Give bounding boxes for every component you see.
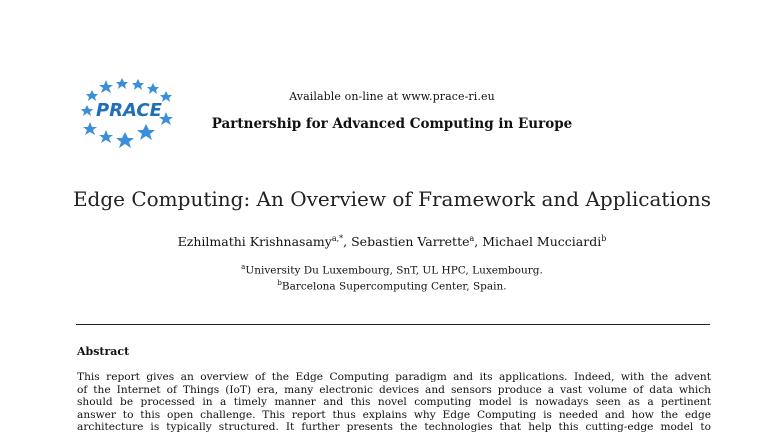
prace-logo	[78, 76, 188, 148]
author-name: Ezhilmathi Krishnasamy	[177, 234, 332, 250]
author-name: Sebastien Varrette	[351, 234, 470, 250]
abstract-heading: Abstract	[77, 345, 130, 358]
author-separator: ,	[474, 234, 483, 250]
affiliation-mark: b	[277, 279, 282, 287]
paper-title: Edge Computing: An Overview of Framework and Applications	[72, 187, 712, 211]
abstract-line: answer to this open challenge. This report thus explains why Edge Computing is needed and how the edge	[77, 408, 711, 421]
organization-name: Partnership for Advanced Computing in Europe	[211, 116, 573, 132]
author-separator: ,	[343, 234, 352, 250]
affiliation-text: University Du Luxembourg, SnT, UL HPC, Luxembourg.	[245, 264, 543, 277]
author-list	[0, 234, 784, 249]
author-affiliation-mark: b	[601, 234, 607, 243]
abstract-line: of the Internet of Things (IoT) era, many electronic devices and sensors produce a vast volume of data which	[77, 383, 711, 396]
affiliation	[0, 263, 784, 277]
abstract-line: should be processed in a timely manner and this novel computing model is nowadays seen as a pertinent	[77, 396, 711, 409]
abstract-body	[77, 371, 711, 434]
author-name: Michael Mucciardi	[482, 234, 602, 250]
prace-logo-icon	[78, 76, 188, 148]
section-divider	[76, 324, 710, 325]
affiliation	[0, 279, 784, 293]
available-online-text: Available on-line at www.prace-ri.eu	[289, 90, 495, 103]
affiliation-text: Barcelona Supercomputing Center, Spain.	[281, 280, 507, 293]
affiliation-mark: a	[241, 263, 246, 271]
abstract-line: architecture is typically structured. It further presents the technologies that help this cutting-edge model to	[77, 421, 711, 434]
author-affiliation-mark: a	[469, 234, 475, 243]
author-affiliation-mark: a,*	[331, 234, 344, 243]
prace-logo-text: PRACE	[96, 100, 162, 121]
abstract-line: This report gives an overview of the Edge Computing paradigm and its applications. Indeed, with the advent	[77, 371, 711, 383]
